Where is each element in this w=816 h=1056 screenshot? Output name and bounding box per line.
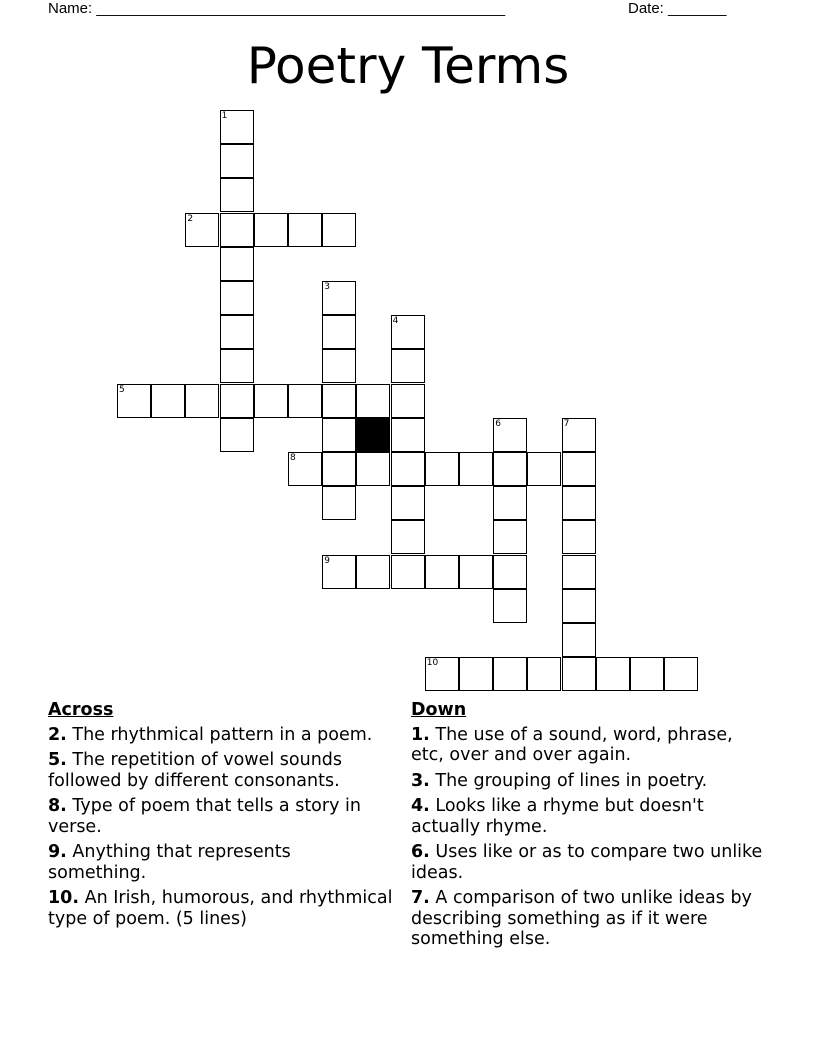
grid-cell[interactable] xyxy=(493,589,527,623)
grid-cell[interactable] xyxy=(288,384,322,418)
grid-cell[interactable] xyxy=(391,555,425,589)
grid-cell[interactable] xyxy=(664,657,698,691)
clue-text: The repetition of vowel sounds followed by different consonants. xyxy=(48,750,343,791)
grid-cell[interactable] xyxy=(117,384,151,418)
grid-cell[interactable] xyxy=(220,281,254,315)
grid-cell[interactable] xyxy=(322,315,356,349)
grid-cell[interactable] xyxy=(220,418,254,452)
grid-cell[interactable] xyxy=(322,213,356,247)
cell-number: 3 xyxy=(324,282,330,292)
grid-cell[interactable] xyxy=(185,213,219,247)
across-clues xyxy=(48,700,393,934)
grid-cell[interactable] xyxy=(562,418,596,452)
grid-cell[interactable] xyxy=(391,418,425,452)
cell-number: 8 xyxy=(290,453,296,463)
grid-cell[interactable] xyxy=(220,144,254,178)
cell-number: 5 xyxy=(119,384,125,395)
grid-cell[interactable] xyxy=(356,555,390,589)
grid-cell[interactable] xyxy=(356,384,390,418)
down-heading: Down xyxy=(411,700,467,720)
cell-number: 9 xyxy=(324,555,330,566)
grid-cell[interactable] xyxy=(493,418,527,452)
page-title: Poetry Terms xyxy=(246,37,570,95)
grid-cell[interactable] xyxy=(322,486,356,520)
grid-cell[interactable] xyxy=(493,486,527,520)
grid-cell[interactable] xyxy=(322,349,356,383)
grid-cell[interactable] xyxy=(220,349,254,383)
grid-cell[interactable] xyxy=(630,657,664,691)
grid-cell[interactable] xyxy=(425,452,459,486)
grid-cell[interactable] xyxy=(322,384,356,418)
clue-number: 7. xyxy=(411,888,430,908)
clue-number: 2. xyxy=(48,724,67,745)
across-clue xyxy=(48,750,393,791)
down-clue xyxy=(411,725,766,766)
grid-cell[interactable] xyxy=(425,657,459,691)
cell-number: 7 xyxy=(563,418,570,429)
grid-cell[interactable] xyxy=(596,657,630,691)
grid-cell[interactable] xyxy=(220,384,254,418)
cell-number: 2 xyxy=(187,213,194,224)
cell-number: 1 xyxy=(221,111,228,121)
grid-cell[interactable] xyxy=(493,555,527,589)
grid-cell[interactable] xyxy=(220,315,254,349)
grid-cell[interactable] xyxy=(459,555,493,589)
grid-cell[interactable] xyxy=(391,452,425,486)
grid-cell[interactable] xyxy=(254,384,288,418)
grid-cell[interactable] xyxy=(322,281,356,315)
across-clue xyxy=(48,888,393,929)
grid-cell[interactable] xyxy=(562,657,596,691)
clue-number: 8. xyxy=(48,796,67,816)
grid-cell[interactable] xyxy=(356,452,390,486)
grid-cell[interactable] xyxy=(391,486,425,520)
grid-cell[interactable] xyxy=(391,349,425,383)
clue-number: 4. xyxy=(411,796,430,816)
clue-number: 1. xyxy=(411,724,430,745)
grid-cell[interactable] xyxy=(322,452,356,486)
grid-cell[interactable] xyxy=(391,315,425,349)
grid-cell[interactable] xyxy=(254,213,288,247)
grid-cell[interactable] xyxy=(151,384,185,418)
clue-text: The grouping of lines in poetry. xyxy=(435,770,708,791)
clue-number: 6. xyxy=(411,842,430,862)
grid-cell[interactable] xyxy=(527,657,561,691)
down-clue xyxy=(411,771,766,792)
clue-text: Type of poem that tells a story in verse. xyxy=(48,796,361,837)
grid-cell[interactable] xyxy=(493,452,527,486)
clue-text: An Irish, humorous, and rhythmical type of poem. (5 lines) xyxy=(48,888,393,929)
grid-cell[interactable] xyxy=(322,418,356,452)
clue-text: Anything that represents something. xyxy=(48,842,291,883)
down-clue xyxy=(411,888,766,950)
blocked-cell xyxy=(356,418,390,452)
clue-text: Uses like or as to compare two unlike ideas. xyxy=(411,842,763,883)
clue-text: The rhythmical pattern in a poem. xyxy=(72,724,373,745)
grid-cell[interactable] xyxy=(459,452,493,486)
cell-number: 4 xyxy=(392,316,399,327)
grid-cell[interactable] xyxy=(322,555,356,589)
grid-cell[interactable] xyxy=(391,384,425,418)
clue-number: 9. xyxy=(48,842,67,862)
grid-cell[interactable] xyxy=(562,520,596,554)
grid-cell[interactable] xyxy=(220,110,254,144)
down-clue xyxy=(411,842,766,883)
date-field[interactable]: Date: _______ xyxy=(628,0,727,17)
grid-cell[interactable] xyxy=(459,657,493,691)
grid-cell[interactable] xyxy=(288,213,322,247)
grid-cell[interactable] xyxy=(220,178,254,212)
grid-cell[interactable] xyxy=(562,555,596,589)
down-clues xyxy=(411,700,766,955)
clue-text: The use of a sound, word, phrase, etc, over and over again. xyxy=(411,724,733,765)
clue-number: 3. xyxy=(411,770,430,791)
clue-number: 10. xyxy=(48,888,80,908)
grid-cell[interactable] xyxy=(391,520,425,554)
cell-number: 6 xyxy=(495,418,501,429)
across-clue xyxy=(48,842,393,883)
down-clue xyxy=(411,796,766,837)
name-field[interactable]: Name: _________________________________________________ xyxy=(48,0,506,17)
across-clue xyxy=(48,725,393,746)
clue-text: A comparison of two unlike ideas by describing something as if it were something else. xyxy=(411,888,752,949)
clue-number: 5. xyxy=(48,750,67,770)
grid-cell[interactable] xyxy=(185,384,219,418)
across-clue xyxy=(48,796,393,837)
cell-number: 10 xyxy=(426,658,439,669)
grid-cell[interactable] xyxy=(493,520,527,554)
grid-cell[interactable] xyxy=(220,213,254,247)
grid-cell[interactable] xyxy=(562,623,596,657)
grid-cell[interactable] xyxy=(527,452,561,486)
clue-text: Looks like a rhyme but doesn't actually rhyme. xyxy=(411,796,704,837)
grid-cell[interactable] xyxy=(288,452,322,486)
grid-cell[interactable] xyxy=(562,486,596,520)
grid-cell[interactable] xyxy=(562,589,596,623)
grid-cell[interactable] xyxy=(562,452,596,486)
grid-cell[interactable] xyxy=(220,247,254,281)
grid-cell[interactable] xyxy=(493,657,527,691)
grid-cell[interactable] xyxy=(425,555,459,589)
across-heading: Across xyxy=(48,700,114,720)
